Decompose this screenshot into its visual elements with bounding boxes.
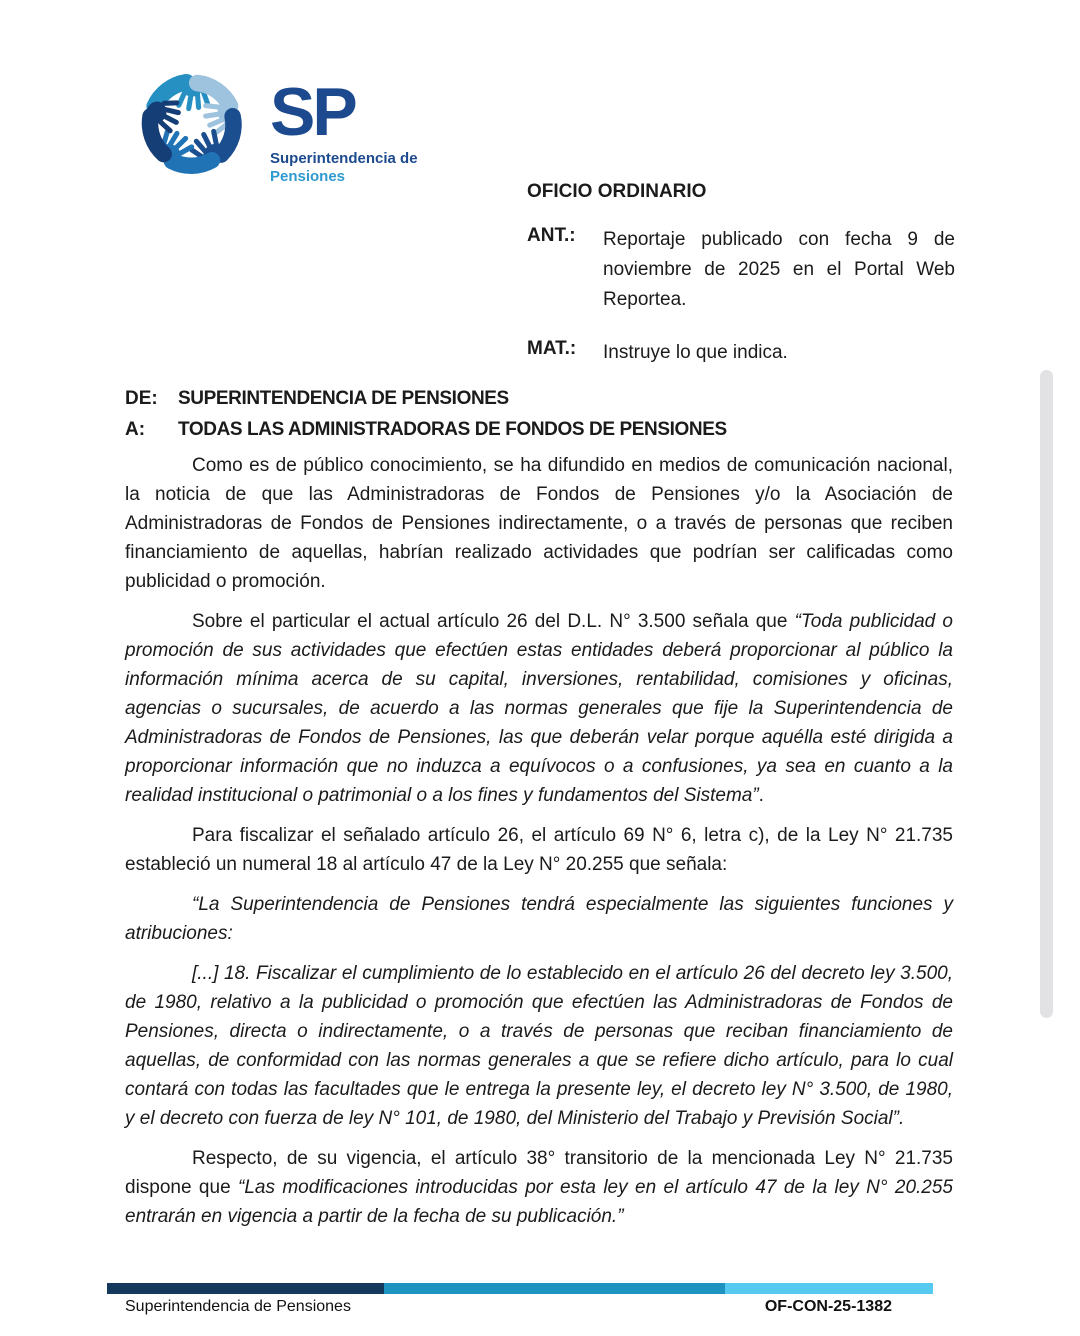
de-label: DE: <box>125 388 158 409</box>
ant-row <box>527 225 955 315</box>
body-paragraph-4 <box>125 890 953 948</box>
a-label: A: <box>125 419 146 440</box>
body-paragraph-3 <box>125 821 953 879</box>
body-paragraph-1 <box>125 451 953 596</box>
addressing-block <box>125 383 955 445</box>
sp-logo <box>126 58 418 190</box>
footer-bar-segment-light <box>725 1283 933 1294</box>
letter-header <box>527 181 955 368</box>
scrollbar-thumb[interactable] <box>1040 370 1053 1018</box>
a-value: TODAS LAS ADMINISTRADORAS DE FONDOS DE PENSIONES <box>178 419 727 440</box>
footer-doc-number: OF-CON-25-1382 <box>764 1298 892 1315</box>
de-row <box>125 383 955 414</box>
doc-type-title: OFICIO ORDINARIO <box>527 181 707 202</box>
ant-text: Reportaje publicado con fecha 9 de noviembre de 2025 en el Portal Web Reportea. <box>603 229 955 310</box>
body-paragraph-6 <box>125 1144 953 1231</box>
quoted-legal-text: “La Superintendencia de Pensiones tendrá especialmente las siguientes funciones y atribuciones: <box>125 894 953 944</box>
logo-wordmark <box>270 58 418 190</box>
quoted-legal-text: [...] 18. Fiscalizar el cumplimiento de lo establecido en el artículo 26 del decreto ley 3.500, de 1980, relativo a la publicidad o promoción que efectúen las Administradoras de Fondos de Pensiones, directa o indirectamente, o a través de personas que reciban financiamiento de aquellas, de conformidad con las normas generales a que se refiere dicho artículo, para lo cual contará con todas las facultades que le entrega la presente ley, el decreto ley N° 3.500, de 1980, y el decreto con fuerza de ley N° 101, de 1980, del Ministerio del Trabajo y Previsión Social”. <box>125 963 953 1129</box>
mat-label: MAT.: <box>527 338 577 359</box>
paragraph-text: Respecto, de su vigencia, el artículo 38° transitorio de la mencionada Ley N° 21.735 dispone que <box>125 1148 953 1198</box>
a-row <box>125 414 955 445</box>
body-paragraph-2 <box>125 607 953 810</box>
ant-label: ANT.: <box>527 225 576 246</box>
footer-bar-segment-medium <box>384 1283 725 1294</box>
paragraph-text: Para fiscalizar el señalado artículo 26, el artículo 69 N° 6, letra c), de la Ley N° 21.735 estableció un numeral 18 al artículo 47 de la Ley N° 20.255 que señala: <box>125 825 953 875</box>
footer-org-name: Superintendencia de Pensiones <box>125 1298 351 1315</box>
logo-org-name-line2: Pensiones <box>270 167 346 185</box>
footer-bar-segment-dark <box>107 1283 384 1294</box>
letter-body <box>125 451 953 1231</box>
logo-org-name-line1: Superintendencia de <box>270 149 418 167</box>
quoted-legal-text: “Las modificaciones introducidas por esta ley en el artículo 47 de la ley N° 20.255 entrarán en vigencia a partir de la fecha de su publicación.” <box>125 1177 953 1227</box>
logo-sp-text: SP <box>270 74 355 150</box>
mat-text: Instruye lo que indica. <box>603 342 788 363</box>
paragraph-text: Sobre el particular el actual artículo 26 del D.L. N° 3.500 señala que <box>192 611 795 632</box>
paragraph-text: Como es de público conocimiento, se ha difundido en medios de comunicación nacional, la noticia de que las Administradoras de Fondos de Pensiones y/o la Asociación de Administradoras de Fondos de Pensiones indirectamente, o a través de personas que reciben financiamiento de aquellas, habrían realizado actividades que podrían ser calificadas como publicidad o promoción. <box>125 455 953 592</box>
de-value: SUPERINTENDENCIA DE PENSIONES <box>178 388 509 409</box>
body-paragraph-5 <box>125 959 953 1133</box>
paragraph-text: . <box>758 785 764 806</box>
hands-star-icon <box>126 58 258 190</box>
footer-color-bar <box>107 1283 933 1294</box>
mat-row <box>527 338 955 368</box>
quoted-legal-text: “Toda publicidad o promoción de sus actividades que efectúen estas entidades deberá proporcionar al público la información mínima acerca de su capital, inversiones, rentabilidad, comisiones y oficinas, agencias o sucursales, de acuerdo a las normas generales que fije la Superintendencia de Administradoras de Fondos de Pensiones, las que deberán velar porque aquélla esté dirigida a proporcionar información que no induzca a equívocos o a confusiones, ya sea en cuanto a la realidad institucional o patrimonial o a los fines y fundamentos del Sistema” <box>125 611 953 806</box>
